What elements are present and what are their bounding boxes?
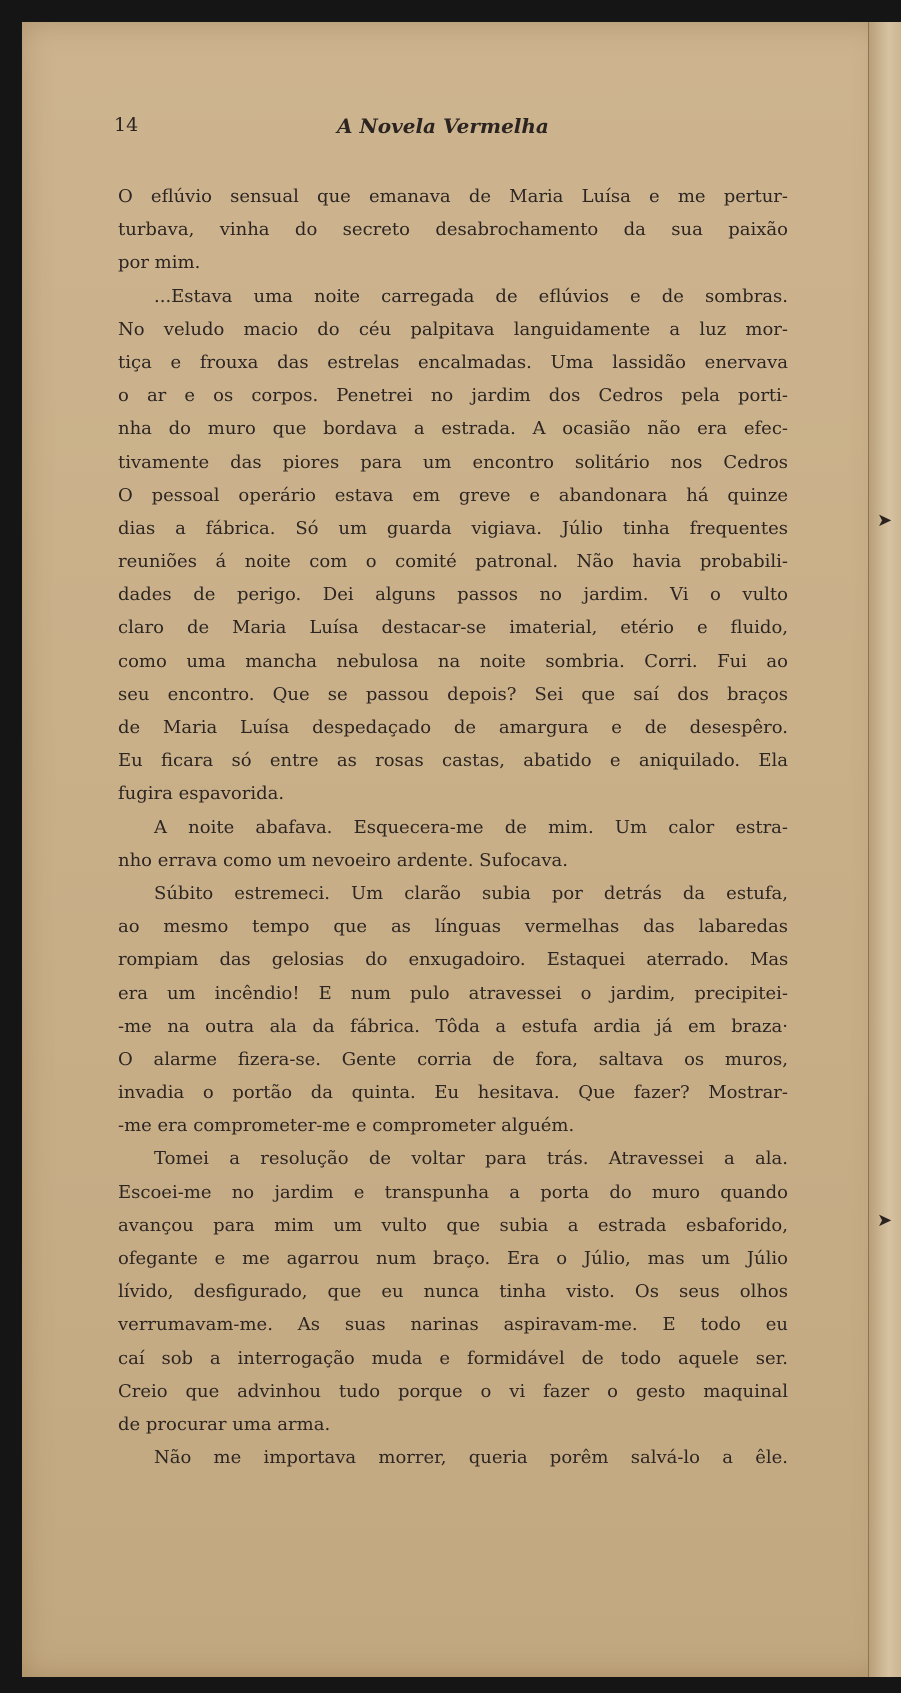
text-line: de Maria Luísa despedaçado de amargura e de desespêro. [118, 717, 788, 738]
text-line: rompiam das gelosias do enxugadoiro. Estaquei aterrado. Mas [118, 949, 788, 971]
text-line: lívido, desfigurado, que eu nunca tinha visto. Os seus olhos [118, 1281, 788, 1303]
text-line: A noite abafava. Esquecera-me de mim. Um calor estra- [154, 816, 788, 838]
text-line: avançou para mim um vulto que subia a estrada esbaforido, [118, 1214, 788, 1236]
text-line: dades de perigo. Dei alguns passos no jardim. Vi o vulto [118, 584, 788, 606]
text-line: invadia o portão da quinta. Eu hesitava. Que fazer? Mostrar- [118, 1082, 788, 1104]
book-page [22, 22, 884, 1677]
text-line: tivamente das piores para um encontro solitário nos Cedros [118, 451, 788, 473]
text-line: claro de Maria Luísa destacar-se imaterial, etério e fluido, [118, 617, 788, 639]
text-line: Eu ficara só entre as rosas castas, abatido e aniquilado. Ela [118, 750, 788, 772]
text-line: -me na outra ala da fábrica. Tôda a estufa ardia já em braza· [118, 1015, 788, 1037]
text-line: -me era comprometer-me e comprometer alguém. [118, 1115, 575, 1137]
text-line: por mim. [118, 252, 201, 274]
text-line: O pessoal operário estava em greve e abandonara há quinze [118, 484, 788, 506]
text-line: O alarme fizera-se. Gente corria de fora, saltava os muros, [118, 1048, 788, 1070]
text-line: No veludo macio do céu palpitava languidamente a luz mor- [118, 318, 788, 340]
text-line: o ar e os corpos. Penetrei no jardim dos Cedros pela porti- [118, 385, 788, 407]
margin-mark-icon: ➤ [877, 1210, 893, 1231]
adjacent-page-edge [868, 22, 901, 1677]
text-line: dias a fábrica. Só um guarda vigiava. Júlio tinha frequentes [118, 517, 788, 539]
text-line: Tomei a resolução de voltar para trás. Atravessei a ala. [154, 1148, 788, 1170]
text-line: turbava, vinha do secreto desabrochamento da sua paixão [118, 219, 788, 241]
text-line: Não me importava morrer, queria porêm salvá-lo a êle. [154, 1447, 788, 1469]
text-line: O eflúvio sensual que emanava de Maria Luísa e me pertur- [118, 186, 788, 207]
text-line: fugira espavorida. [118, 783, 285, 805]
text-line: nha do muro que bordava a estrada. A ocasião não era efec- [118, 418, 788, 440]
text-line: Escoei-me no jardim e transpunha a porta do muro quando [118, 1181, 788, 1203]
text-line: reuniões á noite com o comité patronal. Não havia probabili- [118, 551, 788, 573]
text-line: era um incêndio! E num pulo atravessei o jardim, precipitei- [118, 982, 788, 1004]
text-line: ofegante e me agarrou num braço. Era o Júlio, mas um Júlio [118, 1248, 788, 1269]
text-line: caí sob a interrogação muda e formidável de todo aquele ser. [118, 1347, 788, 1369]
page-number: 14 [114, 114, 139, 136]
page-header [22, 114, 884, 144]
text-line: Creio que advinhou tudo porque o vi fazer o gesto maquinal [118, 1380, 788, 1402]
text-line: nho errava como um nevoeiro ardente. Sufocava. [118, 849, 568, 871]
text-line: ao mesmo tempo que as línguas vermelhas das labaredas [118, 916, 788, 938]
text-line: tiça e frouxa das estrelas encalmadas. Uma lassidão enervava [118, 351, 788, 373]
body-text [118, 180, 788, 1474]
text-line: verrumavam-me. As suas narinas aspiravam-me. E todo eu [118, 1314, 788, 1336]
running-title: A Novela Vermelha [337, 114, 549, 138]
text-line: de procurar uma arma. [118, 1413, 331, 1435]
text-line: como uma mancha nebulosa na noite sombria. Corri. Fui ao [118, 650, 788, 672]
text-line: Súbito estremeci. Um clarão subia por detrás da estufa, [154, 882, 788, 904]
text-line: ...Estava uma noite carregada de eflúvios e de sombras. [154, 285, 788, 307]
margin-mark-icon: ➤ [877, 510, 893, 531]
text-line: seu encontro. Que se passou depois? Sei que saí dos braços [118, 683, 788, 705]
